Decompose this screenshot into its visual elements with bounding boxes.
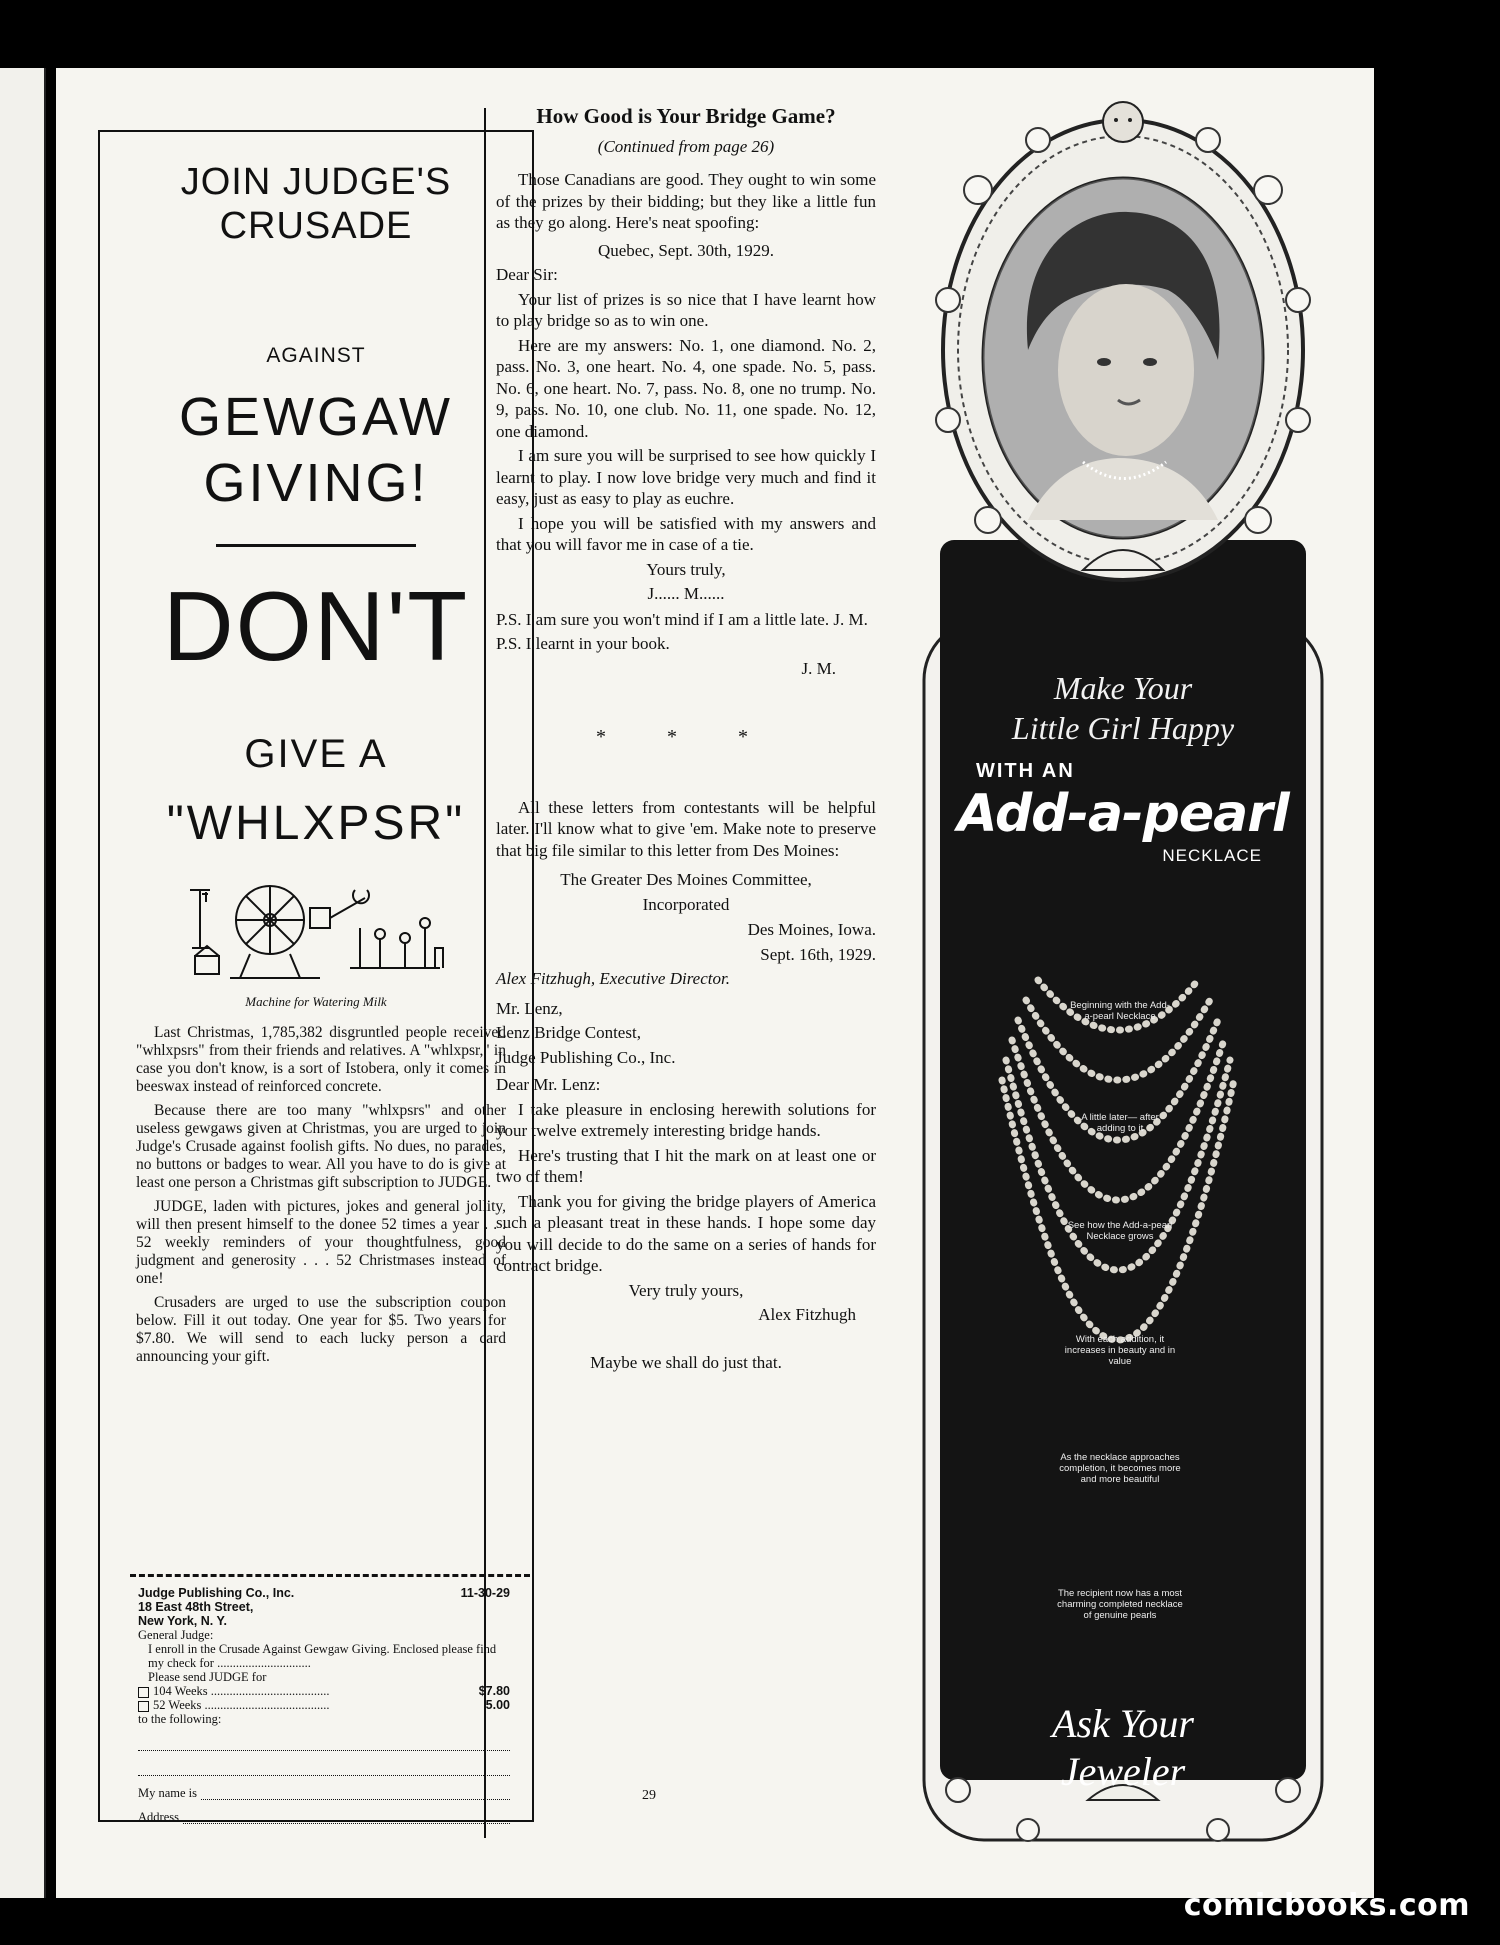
bridge-article <box>496 106 876 1376</box>
coupon-cut-line <box>130 1574 530 1577</box>
letter-paragraph: I take pleasure in enclosing herewith solutions for your twelve extremely interesting bridge hands. <box>496 1099 876 1140</box>
letterhead-org: Incorporated <box>642 894 730 914</box>
coupon-blank-line[interactable] <box>138 1751 510 1776</box>
coupon-blank-line[interactable] <box>138 1726 510 1751</box>
letter-address: Judge Publishing Co., Inc. <box>496 1047 676 1067</box>
section-break: * * * <box>596 726 776 748</box>
letter-postscript: P.S. I am sure you won't mind if I am a little late. J. M. <box>496 609 868 629</box>
coupon-my-name-label: My name is <box>138 1786 198 1800</box>
letter-paragraph: I am sure you will be surprised to see how quickly I learnt to play. I now love bridge very much and find it easy, just as easy to play as euchre. <box>496 446 876 508</box>
letter-paragraph: Here's trusting that I hit the mark on at least one or two of them! <box>496 1145 876 1186</box>
machine-illustration <box>180 868 450 988</box>
ad-paragraph: Last Christmas, 1,785,382 disgruntled people received "whlxpsrs" from their friends and relatives. A "whlxpsr," in case you don't know, is a sort of Istobera, only it comes in beeswax instead of reinforced concrete. <box>136 1024 506 1095</box>
watermark: comicbooks.com <box>1183 1888 1470 1923</box>
coupon-address-label: Address <box>138 1810 179 1824</box>
necklace-note: See how the Add-a-pearl Necklace grows <box>1067 1220 1173 1242</box>
letter-signature: Alex Fitzhugh <box>758 1305 856 1324</box>
ad-against: AGAINST <box>266 344 366 367</box>
article-title: How Good is Your Bridge Game? <box>536 104 836 128</box>
judge-crusade-ad <box>98 130 534 1822</box>
necklace-note: With each addition, it increases in beauty and in value <box>1064 1334 1176 1367</box>
ad-give-a: GIVE A <box>244 732 388 776</box>
article-closing: Maybe we shall do just that. <box>590 1352 782 1372</box>
coupon-date: 11-30-29 <box>460 1586 510 1600</box>
letter-paragraph: I hope you will be satisfied with my answers and that you will favor me in case of a tie. <box>496 513 876 554</box>
ask-your-jeweler: Ask Your Jeweler <box>1052 1701 1194 1794</box>
previous-page-edge <box>0 68 46 1898</box>
letter-date: Sept. 16th, 1929. <box>760 944 876 964</box>
subscription-coupon <box>138 1586 510 1824</box>
checkbox[interactable] <box>138 1687 149 1698</box>
letter-address: Lenz Bridge Contest, <box>496 1023 641 1042</box>
coupon-salutation: General Judge: <box>138 1628 214 1642</box>
ad-with-an: WITH AN <box>976 760 1075 782</box>
ad-headline: JOIN JUDGE'S CRUSADE <box>180 161 452 247</box>
letter-postscript: P.S. I learnt in your book. <box>496 634 670 653</box>
coupon-to-following: to the following: <box>138 1712 222 1726</box>
letter-closing: Yours truly, <box>646 559 726 579</box>
letter-place: Des Moines, Iowa. <box>747 920 876 939</box>
letter-date: Quebec, Sept. 30th, 1929. <box>597 240 775 260</box>
necklace-note: Beginning with the Add-a-pearl Necklace <box>1070 1000 1170 1022</box>
necklace-note: As the necklace approaches completion, it becomes more and more beautiful <box>1059 1452 1181 1485</box>
letter-signature: J. M. <box>801 658 836 678</box>
brand-logo: Add-a-pearl <box>957 784 1289 844</box>
coupon-company: Judge Publishing Co., Inc. <box>138 1586 295 1600</box>
necklace-note: The recipient now has a most charming completed necklace of genuine pearls <box>1057 1588 1183 1621</box>
coupon-address-line: New York, N. Y. <box>138 1614 227 1628</box>
address-field[interactable] <box>183 1823 510 1824</box>
page-number: 29 <box>642 1788 656 1803</box>
coupon-enroll-text: I enroll in the Crusade Against Gewgaw Giving. Enclosed please find my check for .............................. <box>148 1642 497 1670</box>
article-paragraph: Those Canadians are good. They ought to win some of the prizes by their bidding; but they like a little fun as they go along. Here's neat spoofing: <box>496 170 876 232</box>
letter-paragraph: Here are my answers: No. 1, one diamond. No. 2, pass. No. 3, one heart. No. 4, one spade. No. 5, pass. No. 6, one heart. No. 7, pass. No. 8, one no trump. No. 9, pass. No. 10, one club. No. 11, one spade. No. 12, one diamond. <box>496 335 876 441</box>
letter-closing: Very truly yours, <box>628 1280 744 1300</box>
coupon-option-104[interactable]: 104 Weeks ...................................... $7.80 <box>138 1684 510 1698</box>
ad-paragraph: Because there are too many "whlxpsrs" and other useless gewgaws given at Christmas, you are urged to join Judge's Crusade against foolish gifts. No dues, no parades, no buttons or badges to wear. All you have to do is give at least one person a Christmas gift subscription to JUDGE. <box>136 1102 506 1191</box>
magazine-page <box>56 68 1374 1898</box>
checkbox[interactable] <box>138 1701 149 1712</box>
letter-executive: Alex Fitzhugh, Executive Director. <box>496 969 730 988</box>
divider <box>216 544 416 547</box>
illustration-caption: Machine for Watering Milk <box>245 994 387 1009</box>
article-paragraph: All these letters from contestants will be helpful later. I'll know what to give 'em. Make note to preserve that big file similar to this letter from Des Moines: <box>496 797 876 860</box>
ad-gewgaw-giving: GEWGAW GIVING! <box>179 387 453 513</box>
ad-paragraph: JUDGE, laden with pictures, jokes and general jollity, will then present himself to the donee 52 times a year . . . 52 weekly reminders of your thoughtfulness, good judgment and generosity . . . 52 Christmases instead of one! <box>136 1198 506 1287</box>
ad-whlxpsr: "WHLXPSR" <box>166 797 466 850</box>
letter-salutation: Dear Sir: <box>496 265 558 284</box>
letter-salutation: Dear Mr. Lenz: <box>496 1075 601 1094</box>
letter-paragraph: Thank you for giving the bridge players of America such a pleasant treat in these hands. I hope some day you will decide to do the same on a series of hands for contract bridge. <box>496 1191 876 1275</box>
my-name-field[interactable] <box>201 1799 510 1800</box>
letter-address: Mr. Lenz, <box>496 998 563 1018</box>
column-rule <box>484 108 486 1838</box>
article-continued: (Continued from page 26) <box>597 136 775 156</box>
letterhead-org: The Greater Des Moines Committee, <box>560 870 812 889</box>
coupon-option-52[interactable]: 52 Weeks ........................................ 5.00 <box>138 1698 510 1712</box>
ad-dont: DON'T <box>162 571 470 681</box>
ad-tagline: Make Your Little Girl Happy <box>1011 670 1235 746</box>
ad-body-text <box>136 1024 506 1372</box>
necklace-note: A little later— after adding to it <box>1081 1112 1159 1134</box>
coupon-address-line: 18 East 48th Street, <box>138 1600 254 1614</box>
coupon-please-send: Please send JUDGE for <box>148 1670 267 1684</box>
letter-signature: J...... M...... <box>647 584 725 603</box>
ad-necklace-label: NECKLACE <box>1162 846 1262 865</box>
ad-paragraph: Crusaders are urged to use the subscription coupon below. Fill it out today. One year for $5. Two years for $7.80. We will send to each lucky person a card announcing your gift. <box>136 1294 506 1365</box>
letter-paragraph: Your list of prizes is so nice that I have learnt how to play bridge so as to win one. <box>496 289 876 330</box>
add-a-pearl-ad <box>918 100 1328 1860</box>
